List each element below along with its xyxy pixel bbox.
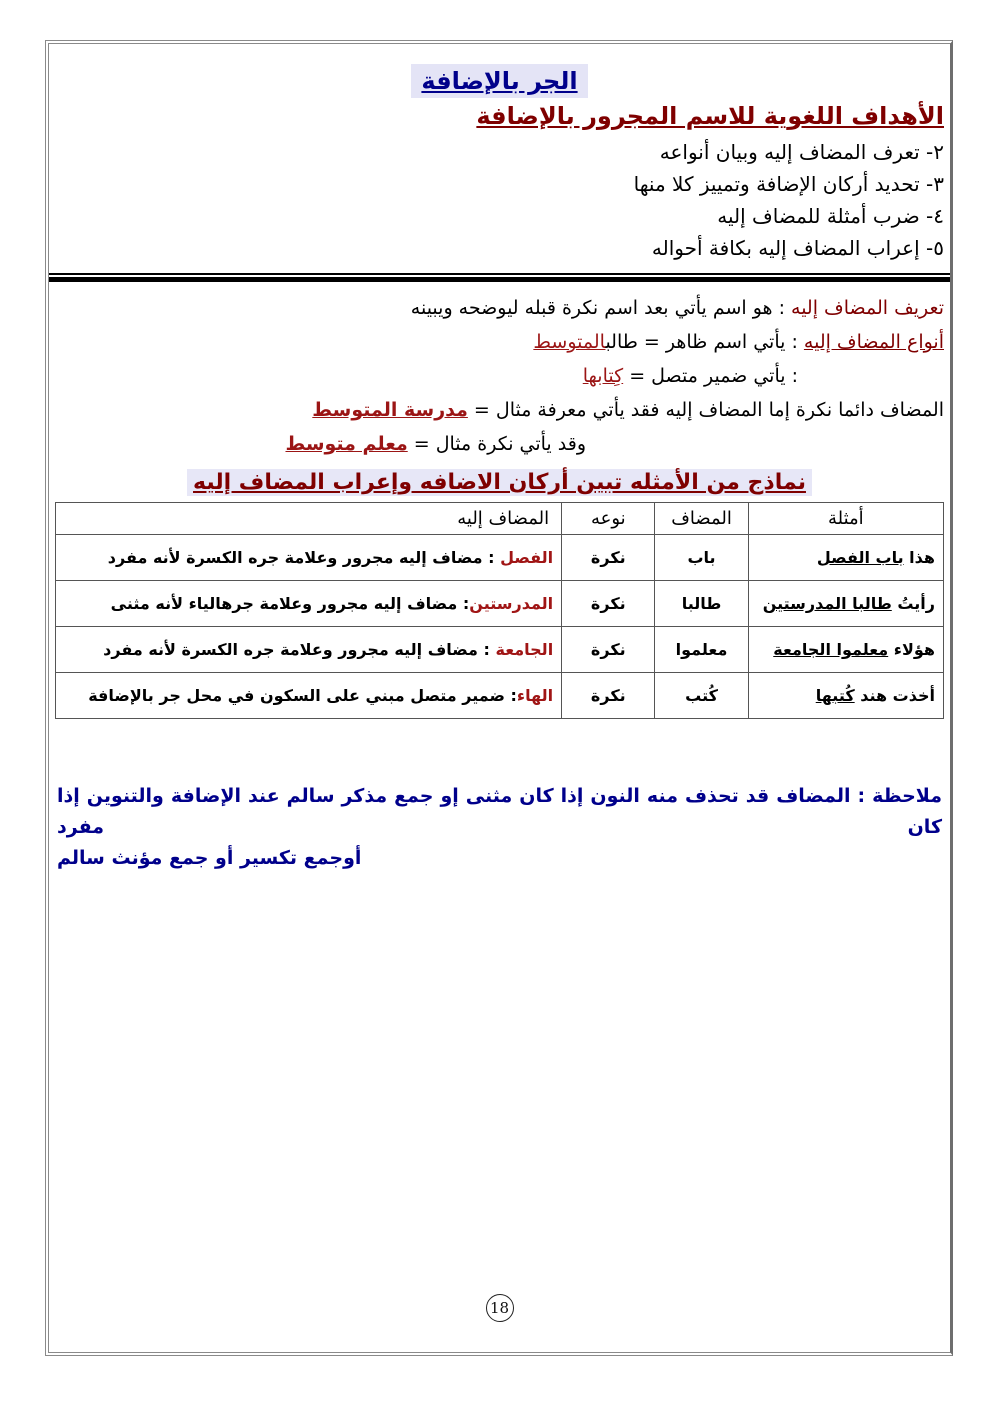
- marifa-text: المضاف دائما نكرة إما المضاف إليه فقد يأتي معرفة مثال =: [467, 399, 944, 421]
- section-divider: [49, 273, 950, 282]
- nakira-example-word: معلم متوسط: [285, 433, 408, 455]
- examples-table: [55, 502, 944, 719]
- table-header-row: [56, 503, 944, 535]
- definition-line-2: [55, 325, 944, 359]
- page-content: [49, 44, 950, 1352]
- table-row: [56, 673, 944, 719]
- page-number-badge: 18: [486, 1294, 514, 1322]
- table-row: [56, 535, 944, 581]
- page-footer: [49, 1294, 950, 1322]
- definition-line-3: [55, 359, 944, 393]
- types-text: : يأتي اسم ظاهر = طالب: [605, 331, 804, 353]
- definitions-section: [55, 291, 944, 461]
- example-cell: [748, 673, 943, 719]
- header-amthila: أمثلة: [748, 503, 943, 535]
- definition-label: تعريف المضاف إليه: [791, 297, 944, 319]
- mudaf-cell: معلموا: [655, 627, 748, 673]
- example-underlined: طالبا المدرستين: [762, 594, 892, 613]
- pronoun-example-word: كِتابها: [582, 365, 624, 387]
- note-line-2: أوجمع تكسير أو جمع مؤنث سالم: [57, 847, 362, 869]
- mudaf-cell: كُتب: [655, 673, 748, 719]
- note-paragraph: [55, 781, 944, 874]
- irab-word: الفصل: [500, 548, 554, 567]
- example-underlined: كُتبها: [815, 686, 855, 705]
- definition-text: : هو اسم يأتي بعد اسم نكرة قبله ليوضحه ويبينه: [410, 297, 792, 319]
- lesson-title: الجر بالإضافة: [411, 64, 587, 98]
- types-label: أنواع المضاف إليه: [803, 331, 944, 353]
- objectives-list: [55, 136, 944, 264]
- type-cell: نكرة: [562, 673, 655, 719]
- example-text: رأيتُ: [891, 594, 935, 613]
- pronoun-text: : يأتي ضمير متصل =: [623, 365, 798, 387]
- example-underlined: معلموا الجامعة: [773, 640, 889, 659]
- mudaf-cell: باب: [655, 535, 748, 581]
- irab-word: الهاء: [516, 686, 554, 705]
- objectives-heading: [55, 102, 944, 130]
- example-text: هؤلاء: [888, 640, 935, 659]
- objective-item-2: ٢- تعرف المضاف إليه وبيان أنواعه: [659, 140, 944, 164]
- header-mudaf-ilayh: المضاف إليه: [56, 503, 562, 535]
- page-border-box: [45, 40, 953, 1356]
- irab-word: الجامعة: [495, 640, 554, 659]
- table-row: [56, 627, 944, 673]
- type-cell: نكرة: [562, 535, 655, 581]
- irab-cell: [56, 673, 562, 719]
- irab-cell: [56, 535, 562, 581]
- examples-heading: نماذج من الأمثله تبين أركان الاضافه وإعراب المضاف إليه: [187, 469, 812, 496]
- nakira-text: وقد يأتي نكرة مثال =: [407, 433, 586, 455]
- definition-line-1: [55, 291, 944, 325]
- irab-cell: [56, 581, 562, 627]
- examples-heading-row: [55, 469, 944, 496]
- note-line-1: ملاحظة : المضاف قد تحذف منه النون إذا كان مثنى إو جمع مذكر سالم عند الإضافة والتنوين إذا كان مفرد: [57, 785, 942, 838]
- example-underlined: باب الفصل: [816, 548, 904, 567]
- objectives-heading-text: الأهداف اللغوية للاسم المجرور بالإضافة: [476, 102, 944, 130]
- marifa-example-word: مدرسة المتوسط: [312, 399, 468, 421]
- types-example-word: المتوسط: [533, 331, 606, 353]
- mudaf-cell: طالبا: [655, 581, 748, 627]
- irab-word: المدرستين: [469, 594, 554, 613]
- example-cell: [748, 627, 943, 673]
- irab-text: : مضاف إليه مجرور وعلامة جره الكسرة لأنه مفرد: [103, 640, 496, 659]
- header-type: نوعه: [562, 503, 655, 535]
- title-row: [55, 44, 944, 98]
- example-cell: [748, 581, 943, 627]
- irab-text: : مضاف إليه مجرور وعلامة جره الكسرة لأنه مفرد: [107, 548, 501, 567]
- example-cell: [748, 535, 943, 581]
- example-text: أخذت هند: [854, 686, 935, 705]
- definition-line-5: [55, 427, 944, 461]
- objective-item-3: ٣- تحديد أركان الإضافة وتمييز كلا منها: [633, 172, 944, 196]
- irab-text: : ضمير متصل مبني على السكون في محل جر بالإضافة: [88, 686, 517, 705]
- type-cell: نكرة: [562, 581, 655, 627]
- example-text: هذا: [903, 548, 935, 567]
- type-cell: نكرة: [562, 627, 655, 673]
- irab-text: : مضاف إليه مجرور وعلامة جرهالياء لأنه مثنى: [110, 594, 470, 613]
- header-mudaf: المضاف: [655, 503, 748, 535]
- irab-cell: [56, 627, 562, 673]
- objective-item-4: ٤- ضرب أمثلة للمضاف إليه: [717, 204, 944, 228]
- objective-item-5: ٥- إعراب المضاف إليه بكافة أحواله: [651, 236, 944, 260]
- definition-line-4: [55, 393, 944, 427]
- table-row: [56, 581, 944, 627]
